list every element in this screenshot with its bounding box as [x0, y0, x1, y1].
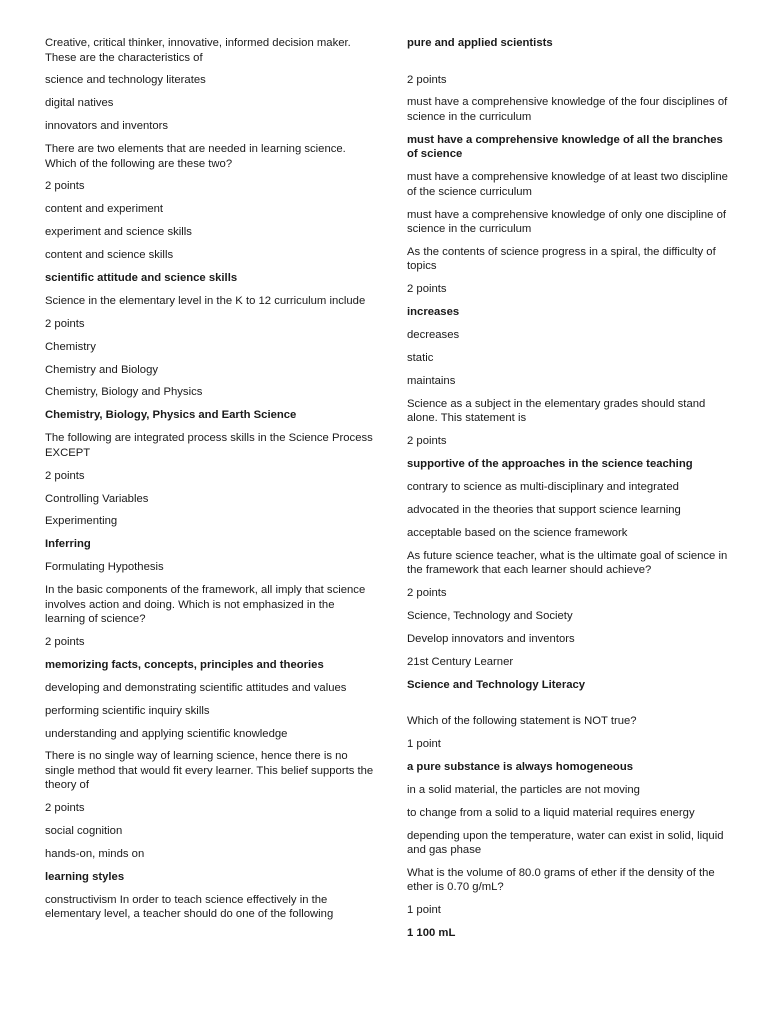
text-line: experiment and science skills — [45, 226, 192, 239]
text-line: contrary to science as multi-disciplinary and integrated — [407, 480, 679, 493]
text-line: 2 points — [45, 317, 85, 330]
text-line: As future science teacher, what is the ultimate goal of science in the framework that each learner should achieve? — [407, 549, 728, 577]
text-line: 2 points — [407, 435, 447, 448]
text-line: The following are integrated process skills in the Science Process EXCEPT — [45, 432, 373, 459]
text-line: Which of the following statement is NOT true? — [407, 715, 637, 728]
right-column — [407, 36, 732, 949]
answer-line: a pure substance is always homogeneous — [407, 760, 634, 773]
answer-line: Science and Technology Literacy — [407, 678, 586, 691]
answer-line: 1 100 mL — [407, 927, 456, 940]
text-line: 2 points — [407, 73, 447, 86]
text-line: static — [407, 352, 434, 365]
text-line: must have a comprehensive knowledge of at least two discipline of the science curriculum — [407, 171, 728, 198]
text-line: What is the volume of 80.0 grams of ether if the density of the ether is 0.70 g/mL? — [407, 866, 715, 894]
text-line: 2 points — [407, 283, 447, 296]
text-line: innovators and inventors — [45, 120, 169, 133]
text-line: In the basic components of the framework, all imply that science involves action and doing. Which is not emphasized in the learning of science? — [45, 584, 366, 626]
answer-line: learning styles — [45, 871, 125, 883]
text-line: 1 point — [407, 737, 441, 750]
text-line: advocated in the theories that support science learning — [407, 503, 681, 516]
answer-line: supportive of the approaches in the science teaching — [407, 458, 693, 471]
text-line: 2 points — [45, 469, 85, 482]
text-line: social cognition — [45, 825, 123, 838]
text-line: Develop innovators and inventors — [407, 632, 575, 645]
text-line: 2 points — [45, 180, 85, 193]
answer-line: increases — [407, 306, 460, 319]
text-line: Controlling Variables — [45, 492, 149, 505]
text-line: 2 points — [45, 635, 85, 648]
answer-line: Inferring — [45, 538, 91, 551]
text-line: Science, Technology and Society — [407, 609, 573, 622]
text-line: developing and demonstrating scientific attitudes and values — [45, 681, 347, 694]
text-line: must have a comprehensive knowledge of only one discipline of science in the curriculum — [407, 208, 727, 236]
text-line: 1 point — [407, 904, 441, 917]
text-line: in a solid material, the particles are not moving — [407, 783, 640, 796]
answer-line: memorizing facts, concepts, principles and theories — [45, 658, 324, 671]
text-line: science and technology literates — [45, 74, 206, 87]
answer-line: must have a comprehensive knowledge of all the branches of science — [407, 133, 723, 161]
text-line: must have a comprehensive knowledge of the four disciplines of science in the curriculum — [407, 96, 728, 123]
text-line: There is no single way of learning science, hence there is no single method that would fit every learner. This belief supports the theory of — [45, 750, 374, 792]
text-line: Formulating Hypothesis — [45, 561, 164, 574]
text-line: understanding and applying scientific knowledge — [45, 727, 288, 740]
text-line: digital natives — [45, 97, 114, 110]
text-line: depending upon the temperature, water can exist in solid, liquid and gas phase — [407, 829, 724, 857]
left-column — [45, 36, 375, 930]
answer-line: pure and applied scientists — [407, 37, 553, 49]
text-line: Creative, critical thinker, innovative, informed decision maker. These are the characteristics of — [45, 37, 351, 64]
text-line: Experimenting — [45, 515, 118, 528]
text-line: There are two elements that are needed in learning science. Which of the following are these two? — [45, 143, 346, 170]
text-line: decreases — [407, 329, 460, 342]
text-line: 2 points — [407, 587, 447, 600]
text-line: acceptable based on the science framework — [407, 526, 628, 539]
text-line: Chemistry and Biology — [45, 363, 159, 376]
text-line: content and experiment — [45, 203, 164, 216]
text-line: performing scientific inquiry skills — [45, 704, 210, 717]
answer-line: scientific attitude and science skills — [45, 272, 238, 285]
text-line: hands-on, minds on — [45, 848, 145, 861]
text-line: content and science skills — [45, 249, 174, 262]
text-line: Science as a subject in the elementary grades should stand alone. This statement is — [407, 397, 706, 425]
text-line: constructivism In order to teach science effectively in the elementary level, a teacher should do one of the following — [45, 893, 334, 921]
text-line: to change from a solid to a liquid material requires energy — [407, 806, 695, 819]
text-line: As the contents of science progress in a spiral, the difficulty of topics — [407, 245, 716, 273]
text-line: maintains — [407, 374, 456, 387]
text-line: Chemistry, Biology and Physics — [45, 386, 203, 399]
answer-line: Chemistry, Biology, Physics and Earth Science — [45, 409, 297, 422]
text-line: 21st Century Learner — [407, 655, 514, 668]
text-line: Science in the elementary level in the K to 12 curriculum include — [45, 294, 366, 307]
text-line: Chemistry — [45, 340, 96, 353]
text-line: 2 points — [45, 802, 85, 815]
